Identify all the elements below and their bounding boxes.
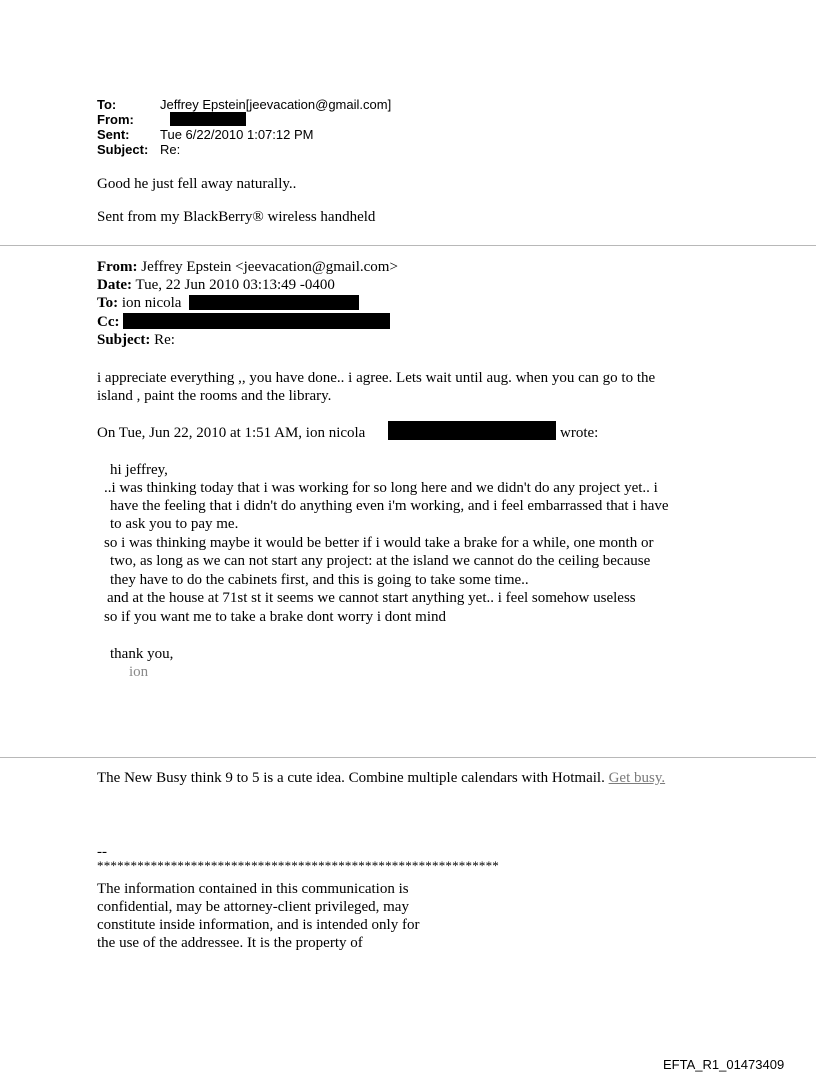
quoted-date: Date: Tue, 22 Jun 2010 03:13:49 -0400 bbox=[97, 277, 335, 293]
nested-line: to ask you to pay me. bbox=[110, 516, 239, 532]
nested-line: and at the house at 71st st it seems we cannot start anything yet.. i feel somehow useless bbox=[107, 590, 636, 606]
quoted-body-line: i appreciate everything ,, you have done.. i agree. Lets wait until aug. when you can go to the bbox=[97, 370, 656, 386]
quoted-subject: Subject: Re: bbox=[97, 332, 175, 348]
subject-value: Re: bbox=[160, 142, 181, 157]
from-label: From: bbox=[97, 112, 134, 127]
quoted-cc: Cc: bbox=[97, 314, 120, 330]
quoted-to: To: ion nicola bbox=[97, 295, 182, 311]
sent-value: Tue 6/22/2010 1:07:12 PM bbox=[160, 127, 314, 142]
get-busy-link[interactable]: Get busy. bbox=[608, 770, 666, 786]
divider bbox=[0, 245, 816, 246]
promo-text: The New Busy think 9 to 5 is a cute idea. Combine multiple calendars with Hotmail. bbox=[97, 770, 609, 786]
to-label: To: bbox=[97, 97, 117, 112]
nested-sign: ion bbox=[129, 664, 149, 680]
to-value: Jeffrey Epstein[jeevacation@gmail.com] bbox=[160, 97, 392, 112]
nested-greeting: hi jeffrey, bbox=[110, 462, 168, 478]
reply-line: Good he just fell away naturally.. bbox=[97, 176, 297, 192]
promo-line bbox=[97, 769, 665, 788]
sent-label: Sent: bbox=[97, 127, 130, 142]
on-wrote-prefix: On Tue, Jun 22, 2010 at 1:51 AM, ion nicola bbox=[97, 425, 366, 441]
disclaimer-line: confidential, may be attorney-client privileged, may bbox=[97, 899, 409, 915]
disclaimer-line: constitute inside information, and is intended only for bbox=[97, 917, 420, 933]
nested-line: so i was thinking maybe it would be better if i would take a brake for a while, one month or bbox=[104, 535, 654, 551]
nested-closing: thank you, bbox=[110, 646, 174, 662]
disclaimer-line: The information contained in this communication is bbox=[97, 881, 409, 897]
nested-line: they have to do the cabinets first, and this is going to take some time.. bbox=[110, 572, 529, 588]
divider bbox=[0, 757, 816, 758]
nested-line: ..i was thinking today that i was working for so long here and we didn't do any project yet.. i bbox=[104, 480, 658, 496]
star-separator: ************************************************************ bbox=[97, 858, 499, 873]
quoted-from: From: Jeffrey Epstein <jeevacation@gmail.com> bbox=[97, 259, 398, 275]
subject-label: Subject: bbox=[97, 142, 149, 157]
blackberry-signature: Sent from my BlackBerry® wireless handheld bbox=[97, 209, 376, 225]
nested-line: so if you want me to take a brake dont worry i dont mind bbox=[104, 609, 447, 625]
nested-line: two, as long as we can not start any project: at the island we cannot do the ceiling because bbox=[110, 553, 651, 569]
quoted-body-line: island , paint the rooms and the library. bbox=[97, 388, 332, 404]
redaction-box bbox=[189, 295, 359, 310]
document-id: EFTA_R1_01473409 bbox=[663, 1057, 785, 1072]
redaction-box bbox=[123, 313, 390, 329]
sig-dash: -- bbox=[97, 844, 107, 860]
redaction-box bbox=[388, 421, 556, 440]
redaction-box bbox=[170, 112, 246, 126]
wrote-label: wrote: bbox=[560, 425, 599, 441]
nested-line: have the feeling that i didn't do anything even i'm working, and i feel embarrassed that i have bbox=[110, 498, 669, 514]
disclaimer-line: the use of the addressee. It is the property of bbox=[97, 935, 363, 951]
